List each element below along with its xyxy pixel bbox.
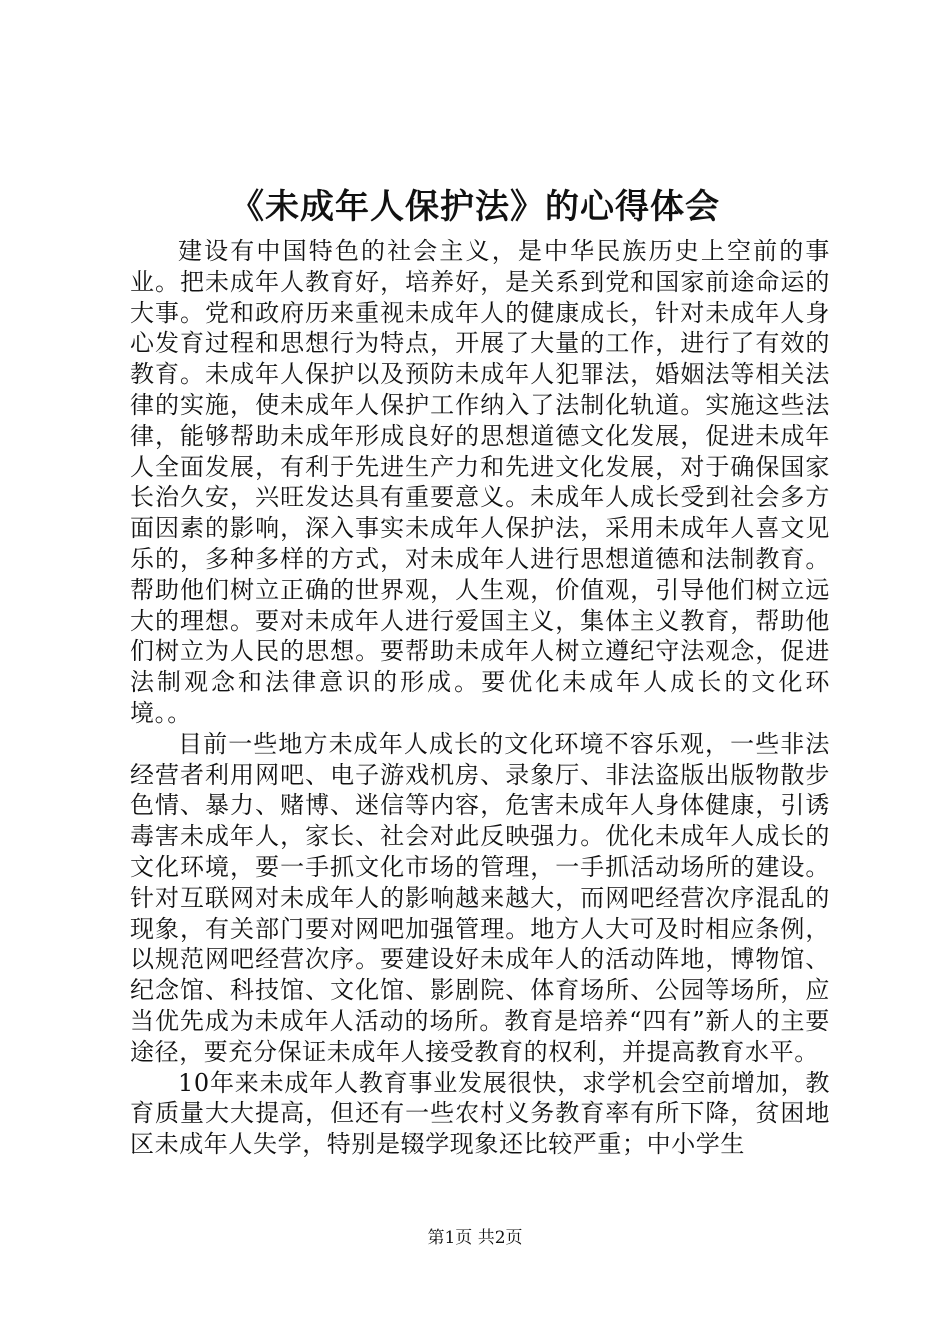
page-footer: 第1页 共2页 [427, 1228, 523, 1248]
paragraph-1: 建设有中国特色的社会主义，是中华民族历史上空前的事业。把未成年人教育好，培养好，是关系到党和国家前途命运的大事。党和政府历来重视未成年人的健康成长，针对未成年人身心发育过程和思想行为特点，开展了大量的工作，进行了有效的教育。未成年人保护以及预防未成年人犯罪法，婚姻法等相关法律的实施，使未成年人保护工作纳入了法制化轨道。实施这些法律，能够帮助未成年形成良好的思想道德文化发展，促进未成年人全面发展，有利于先进生产力和先进文化发展，对于确保国家长治久安，兴旺发达具有重要意义。未成年人成长受到社会多方面因素的影响，深入事实未成年人保护法，采用未成年人喜文见乐的，多种多样的方式，对未成年人进行思想道德和法制教育。帮助他们树立正确的世界观，人生观，价值观，引导他们树立远大的理想。要对未成年人进行爱国主义，集体主义教育，帮助他们树立为人民的思想。要帮助未成年人树立遵纪守法观念，促进法制观念和法律意识的形成。要优化未成年人成长的文化环境。。 [130, 237, 830, 727]
paragraph-2: 目前一些地方未成年人成长的文化环境不容乐观，一些非法经营者利用网吧、电子游戏机房、录象厅、非法盗版出版物散步色情、暴力、赌博、迷信等内容，危害未成年人身体健康，引诱毒害未成年人，家长、社会对此反映强力。优化未成年人成长的文化环境，要一手抓文化市场的管理，一手抓活动场所的建设。针对互联网对未成年人的影响越来越大，而网吧经营次序混乱的现象，有关部门要对网吧加强管理。地方人大可及时相应条例，以规范网吧经营次序。要建设好未成年人的活动阵地，博物馆、纪念馆、科技馆、文化馆、影剧院、体育场所、公园等场所，应当优先成为未成年人活动的场所。教育是培养“四有”新人的主要途径，要充分保证未成年人接受教育的权利，并提高教育水平。 [130, 729, 830, 1066]
paragraph-3: 10年来未成年人教育事业发展很快，求学机会空前增加，教育质量大大提高，但还有一些农村义务教育率有所下降，贫困地区未成年人失学，特别是辍学现象还比较严重；中小学生 [130, 1068, 830, 1159]
document-title: 《未成年人保护法》的心得体会 [230, 187, 720, 227]
document-body [130, 236, 830, 1160]
